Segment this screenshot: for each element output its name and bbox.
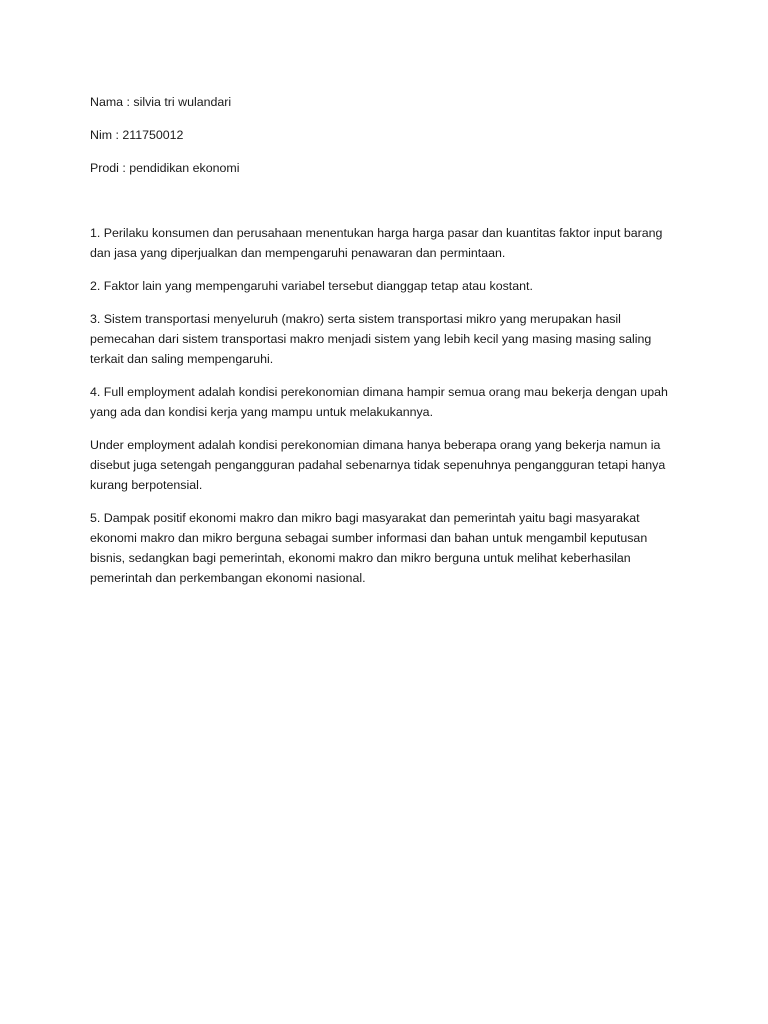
answer-2: 2. Faktor lain yang mempengaruhi variabel tersebut dianggap tetap atau kostant. <box>90 279 533 293</box>
student-info <box>90 92 678 178</box>
answer-5: 5. Dampak positif ekonomi makro dan mikro bagi masyarakat dan pemerintah yaitu bagi masyarakat ekonomi makro dan mikro berguna sebagai sumber informasi dan bahan untuk mengambil keputusan bisnis, sedangkan bagi pemerintah, ekonomi makro dan mikro berguna untuk melihat keberhasilan pemerintah dan perkembangan ekonomi nasional. <box>90 511 648 585</box>
answer-1: 1. Perilaku konsumen dan perusahaan menentukan harga harga pasar dan kuantitas faktor input barang dan jasa yang diperjualkan dan mempengaruhi penawaran dan permintaan. <box>90 226 663 260</box>
answer-4-full-employment: 4. Full employment adalah kondisi perekonomian dimana hampir semua orang mau bekerja dengan upah yang ada dan kondisi kerja yang mampu untuk melakukannya. <box>90 385 668 419</box>
answer-3: 3. Sistem transportasi menyeluruh (makro) serta sistem transportasi mikro yang merupakan hasil pemecahan dari sistem transportasi makro menjadi sistem yang lebih kecil yang masing masing saling terkait dan saling mempengaruhi. <box>90 312 652 366</box>
student-name: Nama : silvia tri wulandari <box>90 95 232 109</box>
student-prodi: Prodi : pendidikan ekonomi <box>90 161 240 175</box>
answer-4-under-employment: Under employment adalah kondisi perekonomian dimana hanya beberapa orang yang bekerja namun ia disebut juga setengah pengangguran padahal sebenarnya tidak sepenuhnya pengangguran tetapi hanya kurang berpotensial. <box>90 438 666 492</box>
answers-section <box>90 223 678 588</box>
student-nim: Nim : 211750012 <box>90 128 184 142</box>
